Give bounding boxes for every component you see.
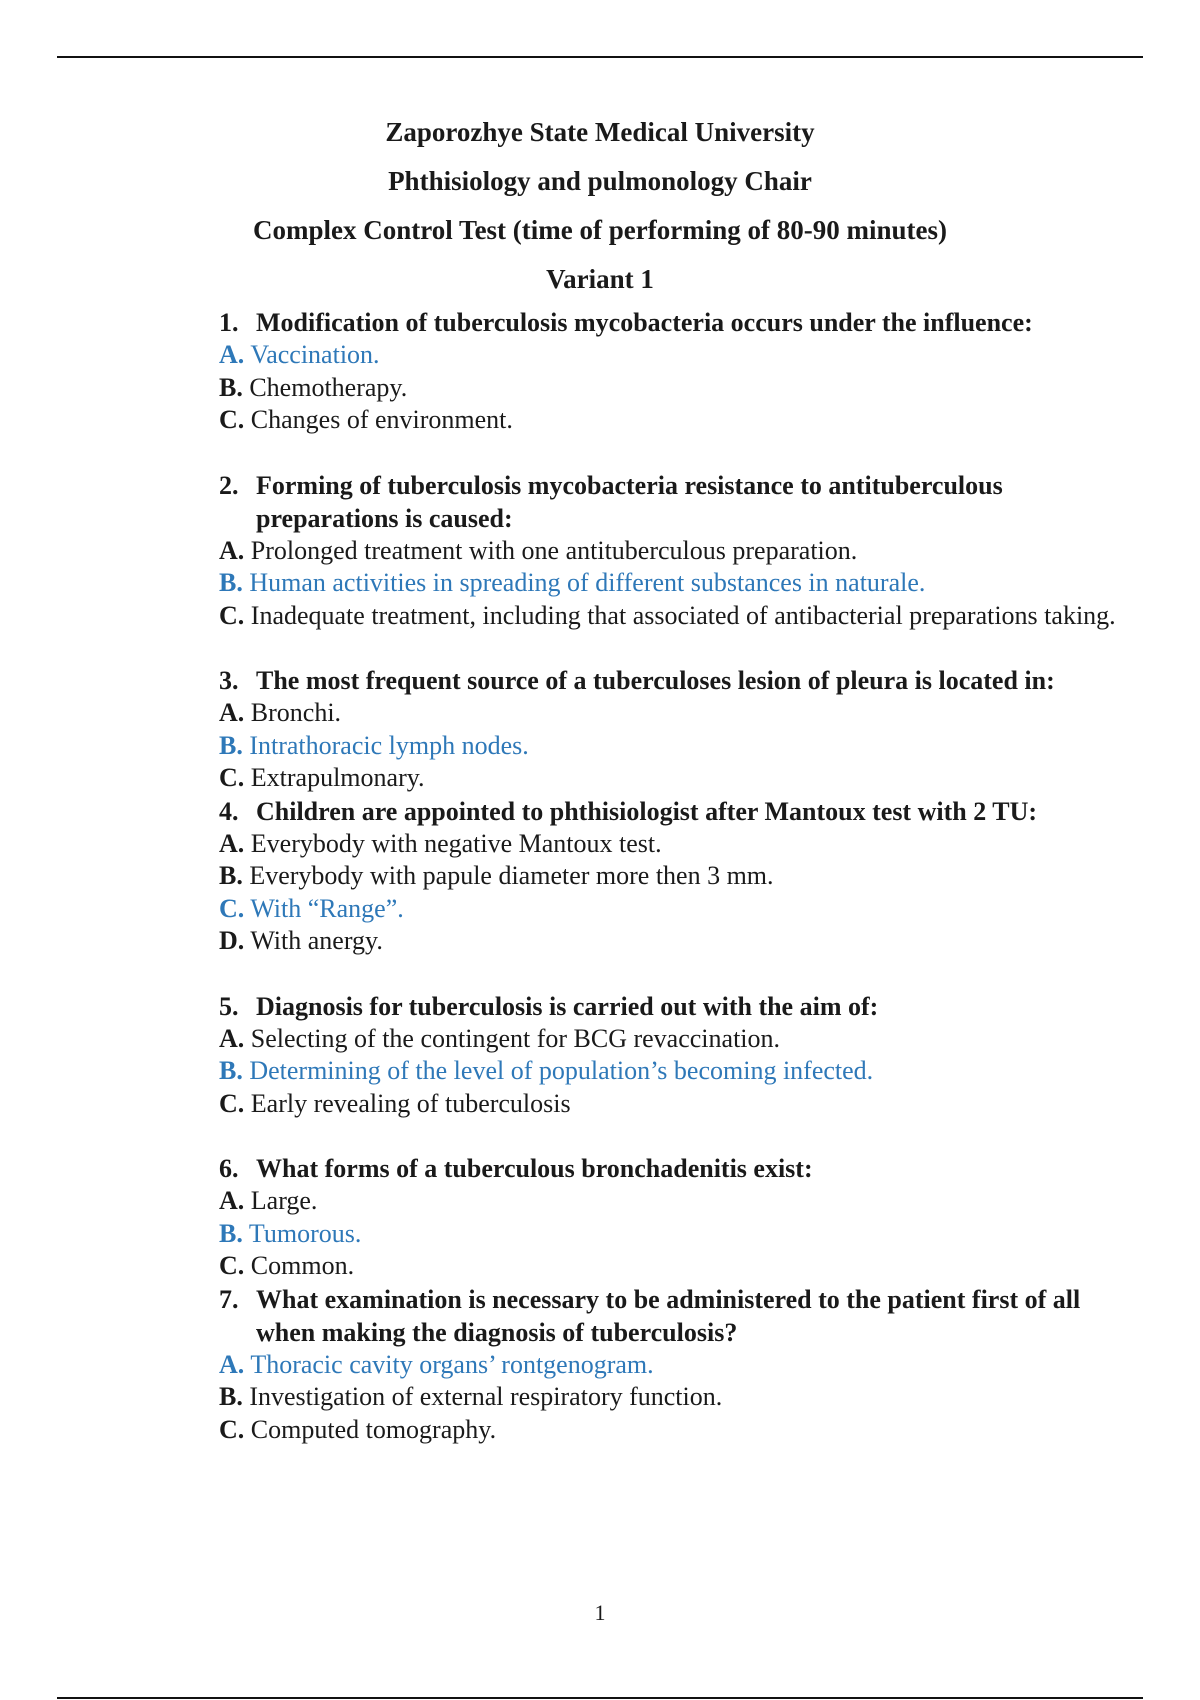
question-list (219, 306, 1119, 1446)
variant-label: Variant 1 (546, 264, 654, 294)
spacer (219, 958, 1119, 990)
question-title (219, 469, 1119, 535)
question-text: The most frequent source of a tuberculoses lesion of pleura is located in: (256, 666, 1055, 695)
spacer (219, 1120, 1119, 1152)
question-7 (219, 1283, 1119, 1447)
option-text: Human activities in spreading of different substances in naturale. (249, 568, 926, 597)
option-letter: D. (219, 926, 245, 955)
question-5 (219, 990, 1119, 1121)
option-text: Extrapulmonary. (250, 763, 425, 792)
option-text: Computed tomography. (250, 1414, 497, 1444)
option-text: Inadequate treatment, including that associated of antibacterial preparations taking. (250, 600, 1116, 630)
answer-option-c (219, 600, 1119, 633)
question-title (219, 795, 1119, 828)
question-4 (219, 795, 1119, 958)
question-2 (219, 469, 1119, 633)
answer-option-a (219, 1349, 1119, 1382)
option-text: With “Range”. (250, 893, 404, 923)
option-text: Common. (250, 1251, 355, 1280)
option-letter: A. (219, 340, 245, 369)
question-title (219, 664, 1119, 697)
answer-option-b (219, 1055, 1119, 1088)
option-letter: B. (219, 1218, 243, 1248)
option-text: Tumorous. (248, 1218, 362, 1248)
answer-option-a (219, 339, 1119, 372)
option-letter: C. (219, 405, 245, 434)
option-letter: C. (219, 893, 245, 923)
university-name: Zaporozhye State Medical University (385, 117, 815, 147)
answer-option-d (219, 925, 1119, 958)
question-text: Diagnosis for tuberculosis is carried out with the aim of: (256, 991, 879, 1021)
answer-option-c (219, 404, 1119, 437)
option-text: Determining of the level of population’s becoming infected. (249, 1056, 874, 1085)
answer-option-c (219, 893, 1119, 926)
option-text: Changes of environment. (250, 405, 513, 434)
question-1 (219, 306, 1119, 437)
answer-option-b (219, 860, 1119, 893)
option-letter: B. (219, 568, 243, 597)
option-letter: C. (219, 1251, 245, 1280)
spacer (219, 632, 1119, 664)
option-letter: A. (219, 1186, 245, 1215)
question-title (219, 306, 1119, 339)
option-text: Thoracic cavity organs’ rontgenogram. (250, 1349, 654, 1379)
option-letter: B. (219, 1056, 243, 1085)
question-title (219, 1283, 1119, 1349)
answer-option-a (219, 828, 1119, 861)
option-letter: A. (219, 1349, 245, 1379)
question-number: 6. (219, 1154, 239, 1183)
answer-option-c (219, 1088, 1119, 1121)
question-text: Forming of tuberculosis mycobacteria resistance to antituberculous preparations is caused: (256, 470, 1003, 533)
option-text: Investigation of external respiratory function. (249, 1382, 723, 1411)
option-text: Large. (250, 1186, 318, 1215)
answer-option-b (219, 1218, 1119, 1251)
question-number: 5. (219, 991, 239, 1021)
answer-option-c (219, 762, 1119, 795)
option-text: Early revealing of tuberculosis (250, 1088, 571, 1118)
option-letter: B. (219, 372, 243, 402)
option-letter: A. (219, 828, 245, 858)
question-number: 3. (219, 666, 239, 695)
option-text: Selecting of the contingent for BCG revaccination. (250, 1023, 781, 1053)
option-letter: A. (219, 535, 245, 565)
answer-option-a (219, 1023, 1119, 1056)
question-number: 1. (219, 308, 239, 337)
option-text: Everybody with papule diameter more then 3 mm. (249, 861, 774, 890)
question-number: 4. (219, 796, 239, 826)
option-letter: C. (219, 763, 245, 792)
answer-option-b (219, 730, 1119, 763)
answer-option-a (219, 1185, 1119, 1218)
option-letter: B. (219, 1382, 243, 1411)
option-letter: A. (219, 1023, 245, 1053)
question-number: 2. (219, 470, 239, 500)
option-text: Intrathoracic lymph nodes. (249, 730, 529, 760)
answer-option-b (219, 567, 1119, 600)
test-title: Complex Control Test (time of performing of 80-90 minutes) (253, 215, 947, 245)
question-6 (219, 1152, 1119, 1283)
document-header (0, 108, 1200, 304)
question-3 (219, 664, 1119, 795)
answer-option-b (219, 1381, 1119, 1414)
option-text: Everybody with negative Mantoux test. (250, 828, 662, 858)
question-text: What forms of a tuberculous bronchadenitis exist: (256, 1154, 813, 1183)
answer-option-c (219, 1414, 1119, 1447)
answer-option-c (219, 1250, 1119, 1283)
option-letter: C. (219, 1088, 245, 1118)
answer-option-b (219, 372, 1119, 405)
option-text: With anergy. (250, 926, 383, 955)
question-text: Modification of tuberculosis mycobacteria occurs under the influence: (256, 308, 1033, 337)
option-letter: C. (219, 1414, 245, 1444)
option-letter: C. (219, 600, 245, 630)
option-letter: B. (219, 730, 243, 760)
question-text: What examination is necessary to be administered to the patient first of all when making the diagnosis of tuberculosis? (256, 1284, 1081, 1347)
option-letter: B. (219, 861, 243, 890)
option-text: Prolonged treatment with one antituberculous preparation. (250, 535, 858, 565)
option-letter: A. (219, 698, 245, 727)
chair-name: Phthisiology and pulmonology Chair (388, 166, 812, 196)
question-title (219, 1152, 1119, 1185)
option-text: Vaccination. (250, 340, 380, 369)
answer-option-a (219, 697, 1119, 730)
option-text: Chemotherapy. (249, 372, 408, 402)
answer-option-a (219, 535, 1119, 568)
question-number: 7. (219, 1284, 239, 1314)
page-number: 1 (594, 1600, 606, 1625)
question-title (219, 990, 1119, 1023)
question-text: Children are appointed to phthisiologist after Mantoux test with 2 TU: (256, 796, 1038, 826)
top-rule (57, 56, 1143, 58)
bottom-rule (57, 1697, 1143, 1699)
spacer (219, 437, 1119, 469)
option-text: Bronchi. (250, 698, 342, 727)
